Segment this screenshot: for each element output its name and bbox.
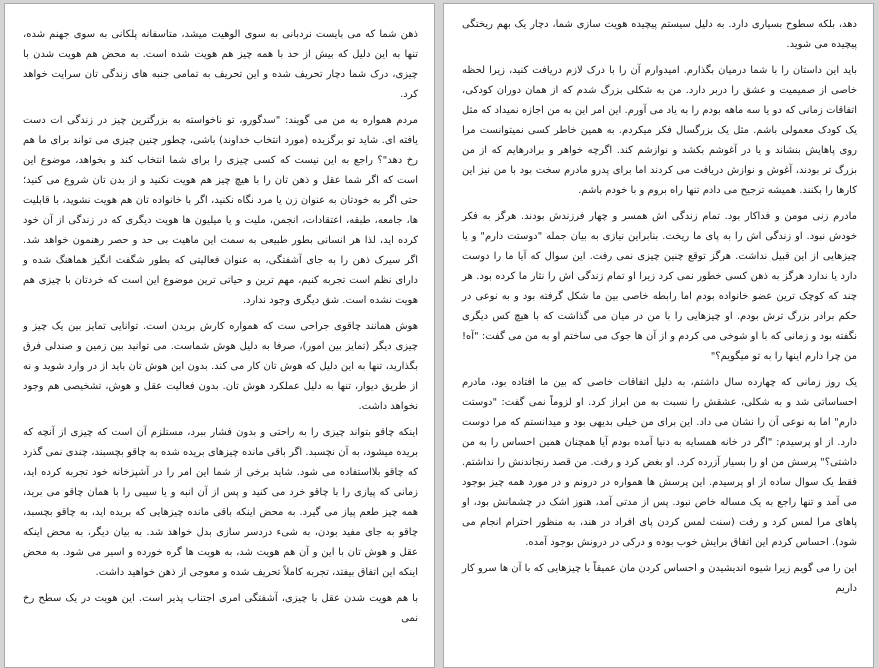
paragraph: هوش همانند چاقوی جراحی ست که همواره کارش بریدن است. توانایی تمایز بین یک چیز و چیزی دیگر (تمایز بین امور)، صرفا به دلیل هوش شماست. می توانید بین زمین و صندلی فرق بگذارید، تنها به این دلیل که هوش تان کار می کند. بدون این هوش تان باید از در وارد شوید و نه از طریق دیوار، تنها به دلیل عملکرد هوش تان. بدون فعالیت عقل و هوش، تشخیصی هم وجود نخواهد داشت. — [23, 321, 418, 412]
left-page — [4, 3, 435, 668]
paragraph: دهد، بلکه سطوح بسیاری دارد. به دلیل سیستم پیچیده هویت سازی شما، دچار یک بهم ریختگی پیچیده می شوید. — [462, 19, 857, 50]
left-page-content — [5, 4, 434, 629]
paragraph: ذهن شما که می بایست نردبانی به سوی الوهیت میشد، متاسفانه پلکانی به سوی جهنم شده، تنها به این دلیل که بیش از حد با همه چیز هم هویت شده است. به محض هم هویت شدن با چیزی، درک شما دچار تحریف شده و این تحریف به تمامی جنبه های زندگی تان سرایت خواهد کرد. — [23, 29, 418, 100]
paragraph: با هم هویت شدن عقل با چیزی، آشفتگی امری اجتناب پذیر است. این هویت در یک سطح رخ نمی — [23, 593, 418, 624]
paragraph: باید این داستان را با شما درمیان بگذارم. امیدوارم آن را با درک لازم دریافت کنید، زیرا لحظه خاصی از صمیمیت و عشق را دربر دارد. من به شکلی بزرگ شدم که از همان دوران کودکی، اتفاقات زمانی که دو یا سه ماهه بودم را به یاد می آورم. این امر این به من اجازه نمیداد که مثل یک کودک معمولی باشم. مثل یک بزرگسال فکر میکردم. به همین خاطر کسی نمیتوانست مرا روی پاهایش بنشاند و یا در آغوشم بکشد و نوازشم کند. اگرچه خواهر و برادرهایم که از من بزرگ تر بودند، آغوش و نوازش دریافت می کردند اما برای پدرو مادرم سخت بود با من نیز این کارها را بکنند. همیشه ترجیح می دادم تنها راه بروم و با خودم باشم. — [462, 65, 857, 196]
paragraph: اینکه چاقو بتواند چیزی را به راحتی و بدون فشار ببرد، مستلزم آن است که چیزی از آنچه که بریده میشود، به آن نچسبد. اگر باقی مانده چیزهای بریده شده به چاقو بچسبند، چندی نمی گذرد که چاقو بلااستفاده می شود. شاید برخی از شما این امر را در آشپزخانه خود تجربه کرده اید، زمانی که پیازی را با چاقو خرد می کنید و پس از آن انبه و یا سیبی را با همان چاقو می برید، همه چیز طعم پیاز می گیرد. به محض اینکه باقی مانده چیزهایی که بریده اید، به چاقو بچسبد، چاقو به جای مفید بودن، به شیء دردسر سازی بدل خواهد شد. به بیان دیگر، به محض اینکه عقل و هوش تان با این و آن هم هویت شد، به هویت ها گره خورده و اسیر می شود. به محض اینکه این اتفاق بیفتد، تجربه کاملاً تحریف شده و معوجی از ذهن خواهید داشت. — [23, 427, 418, 578]
right-page-content — [444, 4, 873, 599]
paragraph: این را می گویم زیرا شیوه اندیشیدن و احساس کردن مان عمیقاً با چیزهایی که با آن ها سرو کار داریم — [462, 563, 857, 594]
paragraph: یک روز زمانی که چهارده سال داشتم، به دلیل اتفاقات خاصی که بین ما افتاده بود، مادرم احساساتی شد و به شکلی، عشقش را نسبت به من ابراز کرد. او لزوماً نمی گفت: "دوستت دارم" اما به نوعی آن را نشان می داد. این برای من خیلی بدیهی بود و میدانستم که مرا دوست دارد. از او پرسیدم: "اگر در خانه همسایه به دنیا آمده بودم آیا همچنان همین احساس را به من داشتی؟" پرسش من او را بسیار آزرده کرد. او بغض کرد و رفت. من قصد رنجاندنش را نداشتم. فقط یک سوال ساده از او پرسیدم. این پرسش ها همواره در درونم و در مورد همه چیز بوجود می آمد و تنها راجع به یک مساله خاص نبود. پس از مدتی آمد، هنوز اشک در چشمانش بود، او پاهای مرا لمس کرد و رفت (سنت لمس کردن پای افراد در هند، به منظور احترام انجام می شود). احساس کردم این اتفاق برایش خوب بوده و درکی در درونش بوجود آمده. — [462, 377, 857, 548]
paragraph: مردم همواره به من می گویند: "سدگورو، تو ناخواسته به بزرگترین چیز در زندگی ات دست یافته ای. شاید تو برگزیده (مورد انتخاب خداوند) باشی، چطور چنین چیزی می تواند برای ما هم رخ دهد"؟ راجع به این نیست که کسی چیزی را برای شما انتخاب کند و بخواهد، موضوع این است که اگر شما عقل و ذهن تان را با هیچ چیز هم هویت نکنید و از بدن تان شروع می کنید؛ حتی اگر به خودتان به عنوان زن یا مرد نگاه نکنید، اگر با خانواده تان هم هویت نشوید، با قابلیت ها، جامعه، طبقه، اعتقادات، انجمن، ملیت و یا میلیون ها هویت دیگری که در زندگی از آن خود کرده اید، لذا هر انسانی بطور طبیعی به سمت این ماهیت بی حد و حصر رهنمون خواهد شد. اگر سیرک ذهن را به جای آشفتگی، به عنوان فعالیتی که بطور شگفت انگیز هماهنگ شده و دارای نظم است تجربه کنیم، مهم ترین و حیاتی ترین موضوع این است که خردتان با چیزی هم هویت نشده است. شق دیگری وجود ندارد. — [23, 115, 418, 306]
right-page — [443, 3, 874, 668]
paragraph: مادرم زنی مومن و فداکار بود. تمام زندگی اش همسر و چهار فرزندش بودند. هرگز به فکر خودش نبود. او زندگی اش را به پای ما ریخت. بنابراین نیازی به بیان جمله "دوستت دارم" و یا چیزهایی از این قبیل نداشت. هرگز توقع چنین چیزی نمی رفت. این سوال که آیا ما را دوست دارد یا ندارد هرگز به ذهن کسی خطور نمی کرد زیرا او تمام زندگی اش را نثار ما کرده بود. هر چند که کوچک ترین عضو خانواده بودم اما رابطه خاصی بین ما شکل گرفته بود و به نوعی در حکم برادر بزرگ ترش بودم. او چیزهایی را با من در میان می گذاشت که با هیچ کس دیگری نگفته بود و زمانی که با او شوخی می کردم و از آن ها جوک می ساختم او به من می گفت: "آه! من چرا دارم اینها را به تو میگویم؟" — [462, 211, 857, 362]
